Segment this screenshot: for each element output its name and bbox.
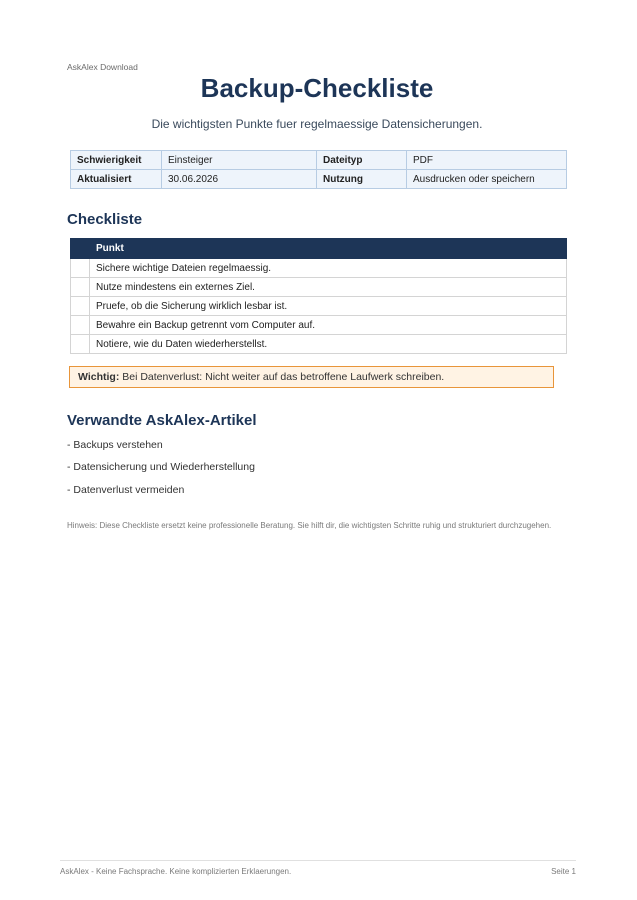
warning-label: Wichtig:: [78, 371, 120, 383]
meta-key: Nutzung: [317, 170, 407, 189]
checklist-heading: Checkliste: [67, 211, 143, 228]
checklist-item: Sichere wichtige Dateien regelmaessig.: [90, 259, 567, 278]
checkbox-cell[interactable]: [71, 316, 90, 335]
meta-value: Ausdrucken oder speichern: [407, 170, 567, 189]
meta-row: [71, 151, 567, 170]
related-link[interactable]: - Backups verstehen: [67, 439, 163, 451]
checkbox-cell[interactable]: [71, 278, 90, 297]
meta-table: [70, 150, 567, 189]
table-row: [71, 297, 567, 316]
page-title: Backup-Checkliste: [200, 73, 434, 103]
related-heading: Verwandte AskAlex-Artikel: [67, 412, 257, 429]
meta-key: Dateityp: [317, 151, 407, 170]
footer-divider: [60, 860, 576, 861]
meta-value: Einsteiger: [162, 151, 317, 170]
footer-tagline: AskAlex - Keine Fachsprache. Keine komplizierten Erklaerungen.: [60, 867, 292, 876]
checklist-item: Nutze mindestens ein externes Ziel.: [90, 278, 567, 297]
meta-key: Schwierigkeit: [71, 151, 162, 170]
related-link[interactable]: - Datensicherung und Wiederherstellung: [67, 461, 255, 473]
meta-row: [71, 170, 567, 189]
table-row: [71, 259, 567, 278]
table-row: [71, 278, 567, 297]
checklist-item: Bewahre ein Backup getrennt vom Computer auf.: [90, 316, 567, 335]
disclaimer-note: Hinweis: Diese Checkliste ersetzt keine professionelle Beratung. Sie hilft dir, die wichtigsten Schritte ruhig und strukturiert durchzugehen.: [67, 521, 552, 530]
page-number: Seite 1: [551, 867, 576, 876]
checkbox-cell[interactable]: [71, 335, 90, 354]
checklist-table: [70, 238, 567, 354]
related-link[interactable]: - Datenverlust vermeiden: [67, 484, 185, 496]
page-subtitle: Die wichtigsten Punkte fuer regelmaessige Datensicherungen.: [151, 117, 483, 131]
warning-callout: [69, 366, 554, 388]
checklist-header-row: [71, 239, 567, 259]
meta-value: 30.06.2026: [162, 170, 317, 189]
warning-text: Bei Datenverlust: Nicht weiter auf das betroffene Laufwerk schreiben.: [119, 371, 445, 383]
brand-label: AskAlex Download: [67, 62, 138, 72]
meta-value: PDF: [407, 151, 567, 170]
checklist-item: Notiere, wie du Daten wiederherstellst.: [90, 335, 567, 354]
checkbox-cell[interactable]: [71, 297, 90, 316]
checkbox-cell[interactable]: [71, 259, 90, 278]
table-row: [71, 316, 567, 335]
checkbox-column-header: [71, 239, 90, 259]
checklist-item: Pruefe, ob die Sicherung wirklich lesbar ist.: [90, 297, 567, 316]
meta-key: Aktualisiert: [71, 170, 162, 189]
table-row: [71, 335, 567, 354]
column-header-punkt: Punkt: [90, 239, 567, 259]
